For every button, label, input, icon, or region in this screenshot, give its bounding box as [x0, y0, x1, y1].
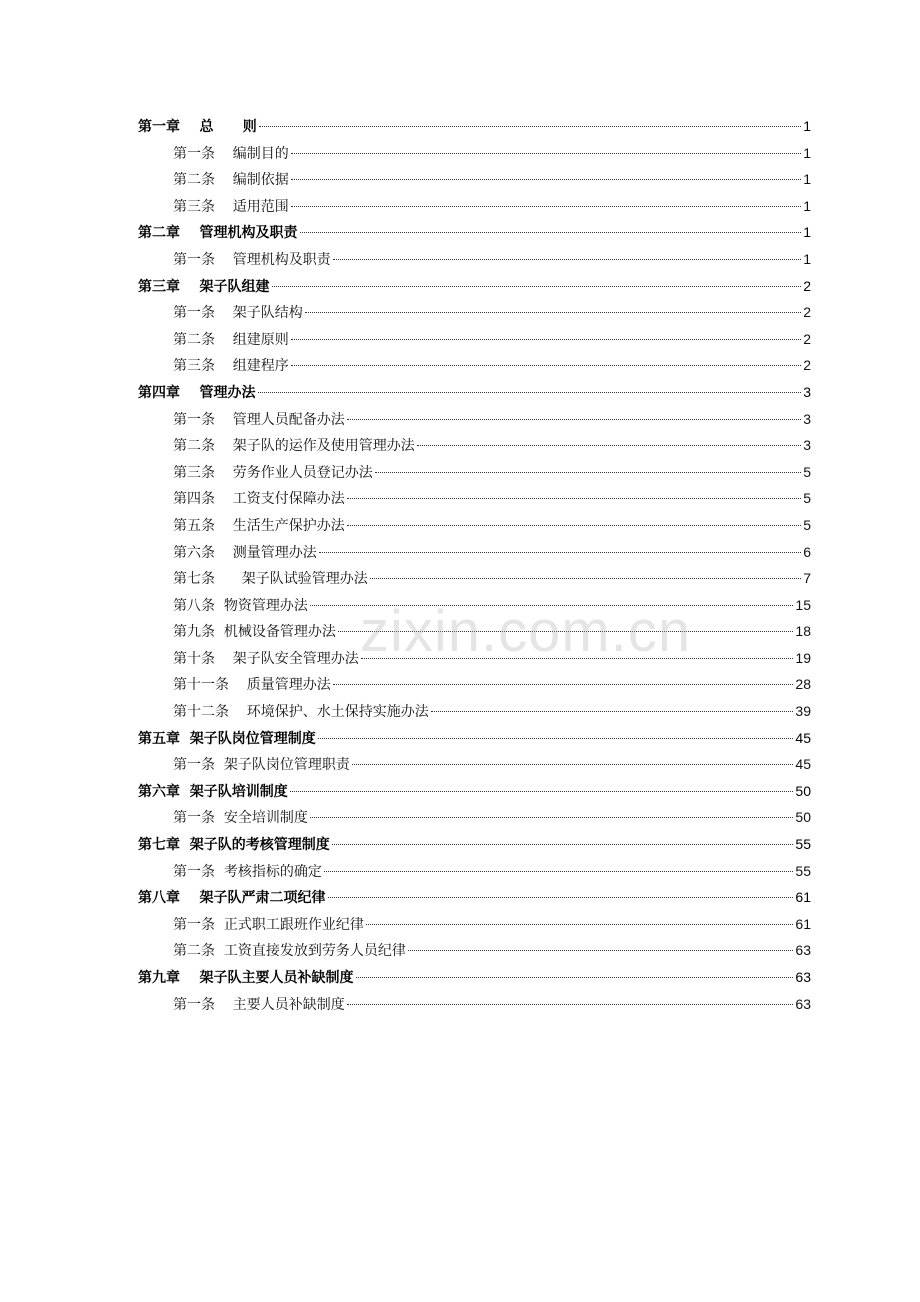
- toc-entry-title: 第二章 管理机构及职责: [138, 225, 298, 242]
- toc-entry-title: 第一条 考核指标的确定: [173, 863, 322, 880]
- toc-page-number: 2: [803, 304, 811, 321]
- toc-page-number: 5: [803, 490, 811, 507]
- toc-article-entry[interactable]: [138, 485, 811, 512]
- toc-page-number: 61: [795, 889, 811, 906]
- table-of-contents: [138, 113, 811, 1017]
- toc-dot-leader: [333, 259, 801, 260]
- toc-dot-leader: [300, 232, 802, 233]
- toc-dot-leader: [417, 445, 801, 446]
- toc-dot-leader: [291, 153, 801, 154]
- toc-entry-title: 第一条 架子队结构: [173, 305, 303, 322]
- toc-dot-leader: [291, 365, 801, 366]
- toc-entry-title: 第九章 架子队主要人员补缺制度: [138, 970, 354, 986]
- toc-chapter-entry[interactable]: [138, 884, 811, 911]
- toc-dot-leader: [431, 711, 794, 712]
- toc-page-number: 1: [803, 250, 811, 267]
- toc-article-entry[interactable]: [138, 539, 811, 566]
- toc-entry-title: 第四章 管理办法: [138, 384, 256, 401]
- toc-dot-leader: [347, 1004, 794, 1005]
- toc-article-entry[interactable]: [138, 299, 811, 326]
- toc-dot-leader: [259, 126, 801, 127]
- toc-page-number: 1: [803, 197, 811, 214]
- toc-page-number: 5: [803, 516, 811, 533]
- toc-entry-title: 第三条 劳务作业人员登记办法: [173, 464, 373, 481]
- toc-page-number: 1: [803, 118, 811, 134]
- toc-dot-leader: [332, 844, 794, 845]
- toc-page-number: 1: [803, 171, 811, 188]
- toc-entry-title: 第九条 机械设备管理办法: [173, 624, 336, 641]
- toc-entry-title: 第二条 架子队的运作及使用管理办法: [173, 438, 415, 455]
- toc-entry-title: 第十条 架子队安全管理办法: [173, 650, 359, 667]
- toc-page-number: 1: [803, 224, 811, 241]
- toc-dot-leader: [305, 312, 801, 313]
- toc-entry-title: 第三条 组建程序: [173, 358, 289, 375]
- toc-page-number: 7: [803, 570, 811, 587]
- toc-dot-leader: [347, 498, 801, 499]
- toc-article-entry[interactable]: [138, 618, 811, 645]
- toc-entry-title: 第三条 适用范围: [173, 198, 289, 215]
- toc-entry-title: 第六章 架子队培训制度: [138, 783, 288, 800]
- toc-dot-leader: [408, 950, 794, 951]
- toc-article-entry[interactable]: [138, 166, 811, 193]
- toc-entry-title: 第十二条 环境保护、水土保持实施办法: [173, 704, 429, 721]
- toc-page-number: 19: [795, 649, 811, 666]
- toc-dot-leader: [290, 791, 794, 792]
- toc-article-entry[interactable]: [138, 193, 811, 220]
- toc-entry-title: 第一条 管理人员配备办法: [173, 411, 345, 428]
- toc-page-number: 55: [795, 836, 811, 853]
- toc-entry-title: 第五章 架子队岗位管理制度: [138, 730, 316, 747]
- toc-entry-title: 第七条 架子队试验管理办法: [173, 571, 368, 588]
- toc-dot-leader: [258, 392, 802, 393]
- toc-chapter-entry[interactable]: [138, 725, 811, 752]
- toc-dot-leader: [361, 658, 794, 659]
- toc-article-entry[interactable]: [138, 804, 811, 831]
- toc-entry-title: 第一条 安全培训制度: [173, 810, 308, 827]
- watermark: zixin.com.cn: [360, 599, 692, 664]
- toc-entry-title: 第一条 主要人员补缺制度: [173, 996, 345, 1013]
- toc-entry-title: 第二条 编制依据: [173, 172, 289, 189]
- toc-page-number: 63: [795, 942, 811, 959]
- toc-entry-title: 第七章 架子队的考核管理制度: [138, 837, 330, 854]
- toc-dot-leader: [375, 472, 801, 473]
- toc-page-number: 28: [795, 676, 811, 693]
- toc-page-number: 55: [795, 862, 811, 879]
- toc-entry-title: 第二条 工资直接发放到劳务人员纪律: [173, 943, 406, 960]
- toc-page-number: 3: [803, 410, 811, 427]
- toc-page-number: 1: [803, 144, 811, 161]
- toc-dot-leader: [291, 339, 801, 340]
- toc-dot-leader: [370, 578, 802, 579]
- toc-entry-title: 第三章 架子队组建: [138, 278, 270, 295]
- toc-article-entry[interactable]: [138, 592, 811, 619]
- toc-dot-leader: [319, 552, 801, 553]
- toc-dot-leader: [347, 419, 801, 420]
- toc-page-number: 2: [803, 330, 811, 347]
- toc-page-number: 61: [795, 915, 811, 932]
- toc-dot-leader: [324, 871, 794, 872]
- toc-entry-title: 第六条 测量管理办法: [173, 544, 317, 561]
- toc-entry-title: 第一条 管理机构及职责: [173, 251, 331, 268]
- toc-page-number: 50: [795, 809, 811, 826]
- toc-page-number: 2: [803, 277, 811, 294]
- toc-page-number: 2: [803, 357, 811, 374]
- toc-article-entry[interactable]: [138, 246, 811, 273]
- toc-dot-leader: [352, 764, 794, 765]
- toc-article-entry[interactable]: [138, 671, 811, 698]
- toc-page-number: 3: [803, 383, 811, 400]
- toc-article-entry[interactable]: [138, 140, 811, 167]
- toc-page-number: 18: [795, 623, 811, 640]
- toc-chapter-entry[interactable]: [138, 831, 811, 858]
- toc-chapter-entry[interactable]: [138, 964, 811, 991]
- toc-dot-leader: [328, 897, 794, 898]
- toc-dot-leader: [333, 684, 794, 685]
- toc-article-entry[interactable]: [138, 698, 811, 725]
- toc-dot-leader: [366, 924, 794, 925]
- toc-entry-title: 第一条 编制目的: [173, 145, 289, 162]
- toc-article-entry[interactable]: [138, 937, 811, 964]
- toc-article-entry[interactable]: [138, 645, 811, 672]
- toc-entry-title: 第一条 架子队岗位管理职责: [173, 757, 350, 774]
- toc-entry-title: 第十一条 质量管理办法: [173, 677, 331, 694]
- toc-dot-leader: [291, 206, 801, 207]
- toc-entry-title: 第八章 架子队严肃二项纪律: [138, 890, 326, 907]
- toc-page-number: 6: [803, 543, 811, 560]
- toc-dot-leader: [347, 525, 801, 526]
- toc-article-entry[interactable]: [138, 751, 811, 778]
- toc-dot-leader: [338, 631, 794, 632]
- toc-article-entry[interactable]: [138, 911, 811, 938]
- toc-entry-title: 第二条 组建原则: [173, 331, 289, 348]
- toc-page-number: 63: [795, 969, 811, 985]
- toc-page-number: 63: [795, 995, 811, 1012]
- toc-chapter-entry[interactable]: [138, 778, 811, 805]
- toc-entry-title: 第一条 正式职工跟班作业纪律: [173, 916, 364, 933]
- toc-article-entry[interactable]: [138, 352, 811, 379]
- toc-dot-leader: [272, 286, 802, 287]
- toc-dot-leader: [310, 605, 794, 606]
- toc-chapter-entry[interactable]: [138, 219, 811, 246]
- toc-dot-leader: [356, 977, 794, 978]
- toc-page-number: 45: [795, 729, 811, 746]
- toc-article-entry[interactable]: [138, 565, 811, 592]
- toc-article-entry[interactable]: [138, 326, 811, 353]
- toc-chapter-entry[interactable]: [138, 379, 811, 406]
- toc-chapter-entry[interactable]: [138, 273, 811, 300]
- toc-page-number: 3: [803, 437, 811, 454]
- toc-article-entry[interactable]: [138, 512, 811, 539]
- toc-page-number: 5: [803, 463, 811, 480]
- toc-page-number: 50: [795, 782, 811, 799]
- toc-chapter-entry[interactable]: [138, 113, 811, 140]
- toc-dot-leader: [310, 817, 794, 818]
- toc-page-number: 15: [795, 596, 811, 613]
- toc-entry-title: 第八条 物资管理办法: [173, 597, 308, 614]
- toc-entry-title: 第一章 总 则: [138, 119, 257, 135]
- toc-page-number: 39: [795, 703, 811, 720]
- toc-article-entry[interactable]: [138, 858, 811, 885]
- toc-dot-leader: [291, 179, 801, 180]
- toc-article-entry[interactable]: [138, 459, 811, 486]
- toc-entry-title: 第五条 生活生产保护办法: [173, 517, 345, 534]
- toc-entry-title: 第四条 工资支付保障办法: [173, 491, 345, 508]
- toc-article-entry[interactable]: [138, 432, 811, 459]
- toc-article-entry[interactable]: [138, 406, 811, 433]
- toc-page-number: 45: [795, 756, 811, 773]
- toc-dot-leader: [318, 738, 794, 739]
- toc-article-entry[interactable]: [138, 991, 811, 1018]
